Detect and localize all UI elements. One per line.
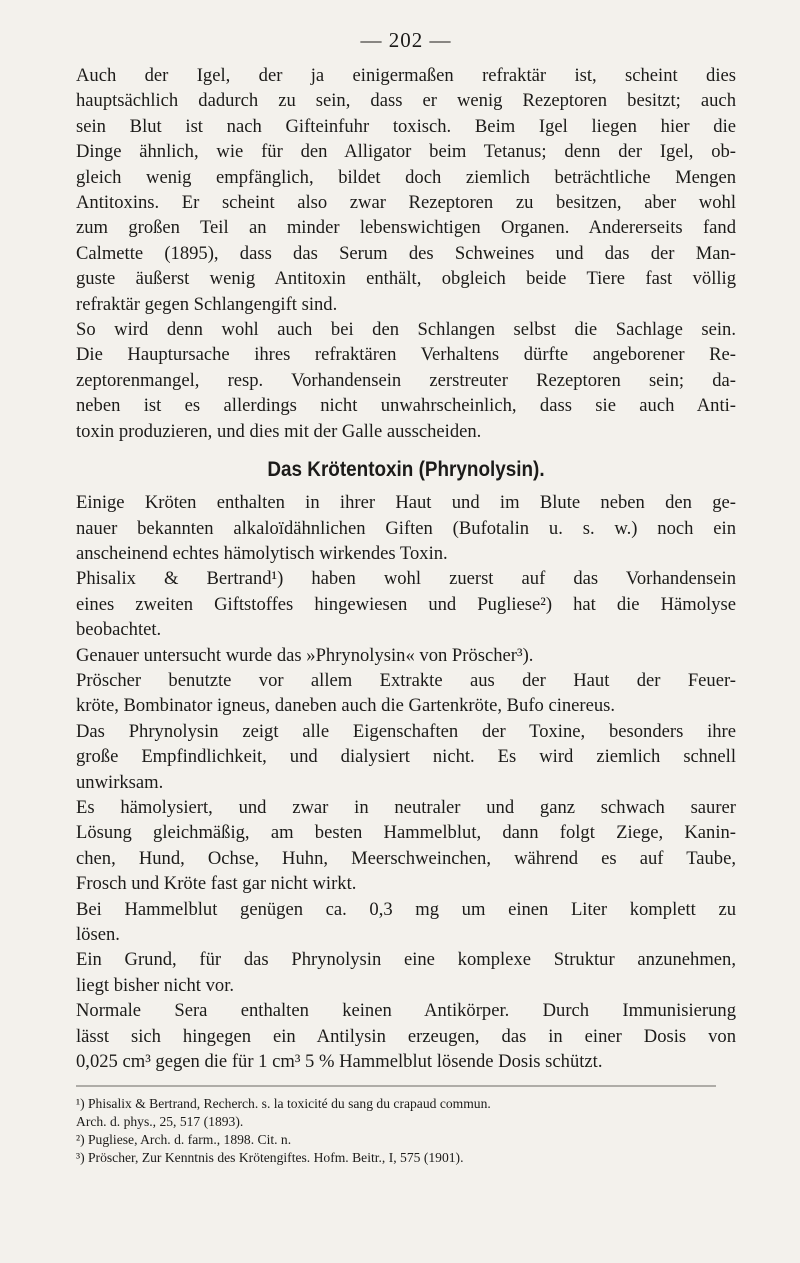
section-paragraph-line: Frosch und Kröte fast gar nicht wirkt. [76,873,357,895]
section-paragraph-line: liegt bisher nicht vor. [76,974,235,996]
section-paragraph-line: eines zweiten Giftstoffes hingewiesen und Pugliese²) hat die Hämolyse [76,593,736,615]
section-paragraph [76,998,736,1074]
section-paragraph-line: lösen. [76,924,120,945]
intro-line: Calmette (1895), dass das Serum des Schweines und das der Man- [76,242,736,264]
intro-line: zum großen Teil an minder lebenswichtigen Organen. Andererseits fand [76,217,736,239]
section-paragraph-line: Normale Sera enthalten keinen Antikörper. Durch Immunisierung [76,1000,736,1022]
footnote-line: ¹) Phisalix & Bertrand, Recherch. s. la toxicité du sang du crapaud commun. [76,1096,491,1112]
intro-line: Dinge ähnlich, wie für den Alligator beim Tetanus; denn der Igel, ob- [76,141,736,163]
intro-line: Antitoxins. Er scheint also zwar Rezeptoren zu besitzen, aber wohl [76,192,736,214]
paragraph-line: neben ist es allerdings nicht unwahrscheinlich, dass sie auch Anti- [76,395,736,417]
paragraph-line: Die Hauptursache ihres refraktären Verhaltens dürfte angeborener Re- [76,344,736,366]
section-paragraph-line: Lösung gleichmäßig, am besten Hammelblut, dann folgt Ziege, Kanin- [76,822,736,844]
footnote-line: ²) Pugliese, Arch. d. farm., 1898. Cit. n. [76,1132,292,1148]
section-paragraph-line: lässt sich hingegen ein Antilysin erzeugen, das in einer Dosis von [76,1025,736,1047]
section-paragraph-line: unwirksam. [76,771,164,793]
section-paragraph-line: 0,025 cm³ gegen die für 1 cm³ 5 % Hammelblut lösende Dosis schützt. [76,1051,603,1073]
section-paragraph-line: Bei Hammelblut genügen ca. 0,3 mg um einen Liter komplett zu [76,898,736,920]
section-paragraph-line: Genauer untersucht wurde das »Phrynolysin« von Pröscher³). [76,644,534,666]
intro-line: gleich wenig empfänglich, bildet doch ziemlich beträchtliche Mengen [76,166,736,188]
paragraph-snakes [76,317,736,444]
page [76,28,736,1167]
intro-line: sein Blut ist nach Gifteinfuhr toxisch. Beim Igel liegen hier die [76,115,736,137]
section-paragraph [76,795,736,897]
section-paragraph-line: Ein Grund, für das Phrynolysin eine komplexe Struktur anzunehmen, [76,949,736,971]
section-paragraph [76,643,736,668]
section-paragraph-line: Phisalix & Bertrand¹) haben wohl zuerst auf das Vorhandensein [76,568,736,590]
section-paragraph-line: anscheinend echtes hämolytisch wirkendes Toxin. [76,542,448,564]
intro-paragraph [76,63,736,317]
footnotes [76,1095,736,1167]
section-paragraph-line: Das Phrynolysin zeigt alle Eigenschaften der Toxine, besonders ihre [76,720,736,742]
section-paragraph [76,947,736,998]
section-paragraph-line: beobachtet. [76,619,162,641]
section-paragraph-line: Einige Kröten enthalten in ihrer Haut und im Blute neben den ge- [76,492,736,514]
section-paragraph-line: Es hämolysiert, und zwar in neutraler und ganz schwach saurer [76,796,736,818]
section-paragraph-line: nauer bekannten alkaloïdähnlichen Giften (Bufotalin u. s. w.) noch ein [76,517,736,539]
paragraph-line: So wird denn wohl auch bei den Schlangen selbst die Sachlage sein. [76,319,736,341]
section-paragraph [76,897,736,948]
section-paragraph-line: chen, Hund, Ochse, Huhn, Meerschweinchen, während es auf Taube, [76,847,736,869]
section-paragraph [76,719,736,795]
footnote-divider [76,1084,716,1088]
section-paragraph [76,490,736,566]
section-body [76,490,736,1074]
section-paragraph-line: Pröscher benutzte vor allem Extrakte aus der Haut der Feuer- [76,669,736,691]
section-paragraph-line: große Empfindlichkeit, und dialysiert nicht. Es wird ziemlich schnell [76,746,736,768]
footnote-line: Arch. d. phys., 25, 517 (1893). [76,1114,244,1130]
intro-line: Auch der Igel, der ja einigermaßen refraktär ist, scheint dies [76,65,736,86]
page-number: — 202 — [360,28,452,52]
section-paragraph [76,668,736,719]
section-heading: Das Krötentoxin (Phrynolysin). [267,458,545,482]
footnote-line: ³) Pröscher, Zur Kenntnis des Krötengiftes. Hofm. Beitr., I, 575 (1901). [76,1150,464,1166]
section-paragraph [76,566,736,642]
intro-line: hauptsächlich dadurch zu sein, dass er wenig Rezeptoren besitzt; auch [76,90,736,112]
paragraph-line: zeptorenmangel, resp. Vorhandensein zerstreuter Rezeptoren sein; da- [76,369,736,391]
intro-line: refraktär gegen Schlangengift sind. [76,293,338,315]
section-paragraph-line: kröte, Bombinator igneus, daneben auch die Gartenkröte, Bufo cinereus. [76,695,616,717]
intro-line: guste äußerst wenig Antitoxin enthält, obgleich beide Tiere fast völlig [76,268,736,290]
paragraph-line: toxin produzieren, und dies mit der Galle ausscheiden. [76,420,482,442]
